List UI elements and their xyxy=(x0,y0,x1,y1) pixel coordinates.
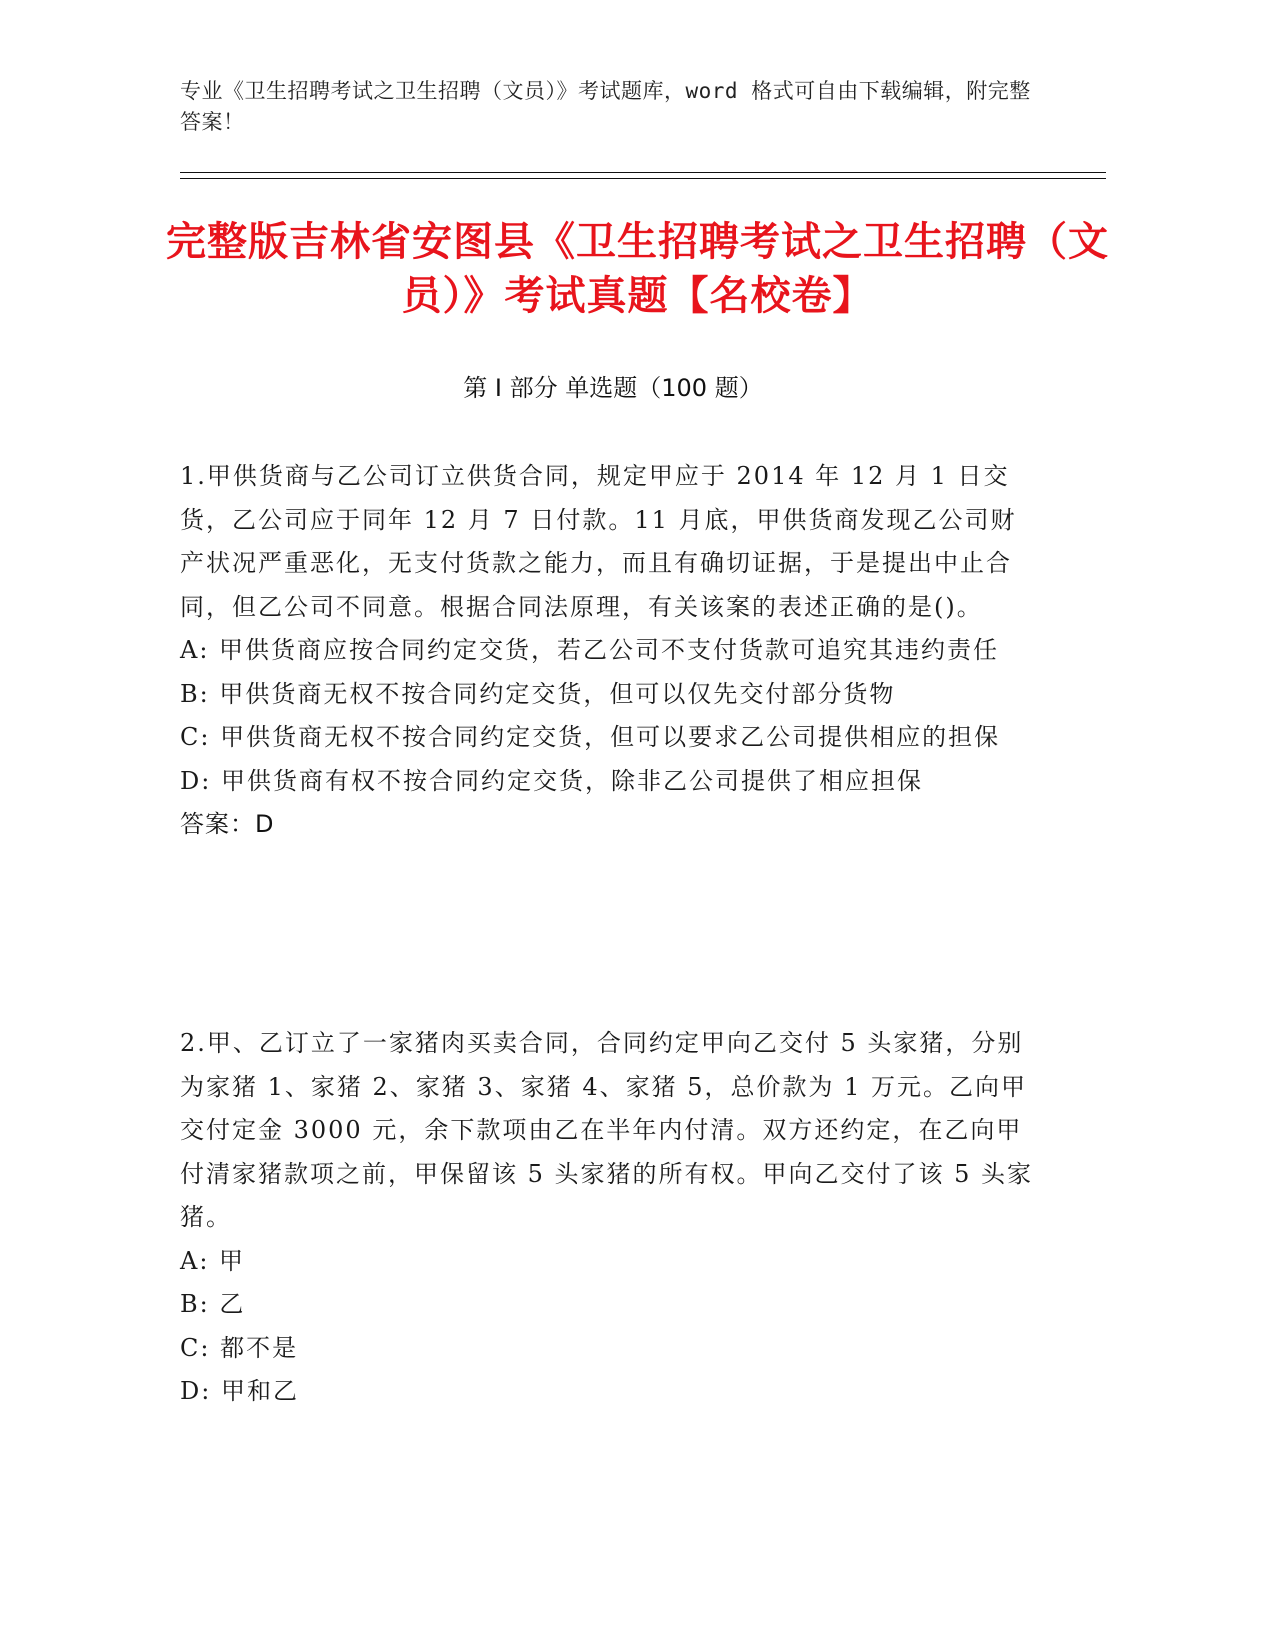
option-c: C: 都不是 xyxy=(180,1333,299,1362)
document-title: 完整版吉林省安图县《卫生招聘考试之卫生招聘（文员）》考试真题【名校卷】 xyxy=(166,219,1109,319)
header-note: 专业《卫生招聘考试之卫生招聘（文员）》考试题库，word 格式可自由下载编辑，附完整答案！ xyxy=(180,79,1031,134)
option-a: A: 甲 xyxy=(180,1246,246,1275)
option-a: A: 甲供货商应按合同约定交货，若乙公司不支付货款可追究其违约责任 xyxy=(180,636,1000,664)
option-b: B: 乙 xyxy=(180,1290,246,1318)
question-stem: 1.甲供货商与乙公司订立供货合同，规定甲应于 2014 年 12 月 1 日交货，乙公司应于同年 12 月 7 日付款。11 月底，甲供货商发现乙公司财产状况严重恶化，无支付货款之能力，而且有确切证据，于是提出中止合同，但乙公司不同意。根据合同法原理，有关该案的表述正确的是()。 xyxy=(180,462,1017,621)
header-divider-bottom xyxy=(180,178,1106,179)
header-divider-top xyxy=(180,172,1106,173)
question-stem: 2.甲、乙订立了一家猪肉买卖合同，合同约定甲向乙交付 5 头家猪，分别为家猪 1、家猪 2、家猪 3、家猪 4、家猪 5，总价款为 1 万元。乙向甲交付定金 3000 元，余下款项由乙在半年内付清。双方还约定，在乙向甲付清家猪款项之前，甲保留该 5 头家猪的所有权。甲向乙交付了该 5 头家猪。 xyxy=(180,1029,1034,1231)
option-d: D: 甲和乙 xyxy=(180,1377,299,1405)
answer-label: 答案：D xyxy=(180,810,275,838)
option-c: C: 甲供货商无权不按合同约定交货，但可以要求乙公司提供相应的担保 xyxy=(180,723,1001,751)
question-2 xyxy=(180,1022,1040,1414)
question-1 xyxy=(180,455,1040,847)
option-d: D: 甲供货商有权不按合同约定交货，除非乙公司提供了相应担保 xyxy=(180,766,923,795)
option-b: B: 甲供货商无权不按合同约定交货，但可以仅先交付部分货物 xyxy=(180,679,896,708)
section-title: 第 I 部分 单选题（100 题） xyxy=(463,374,763,402)
